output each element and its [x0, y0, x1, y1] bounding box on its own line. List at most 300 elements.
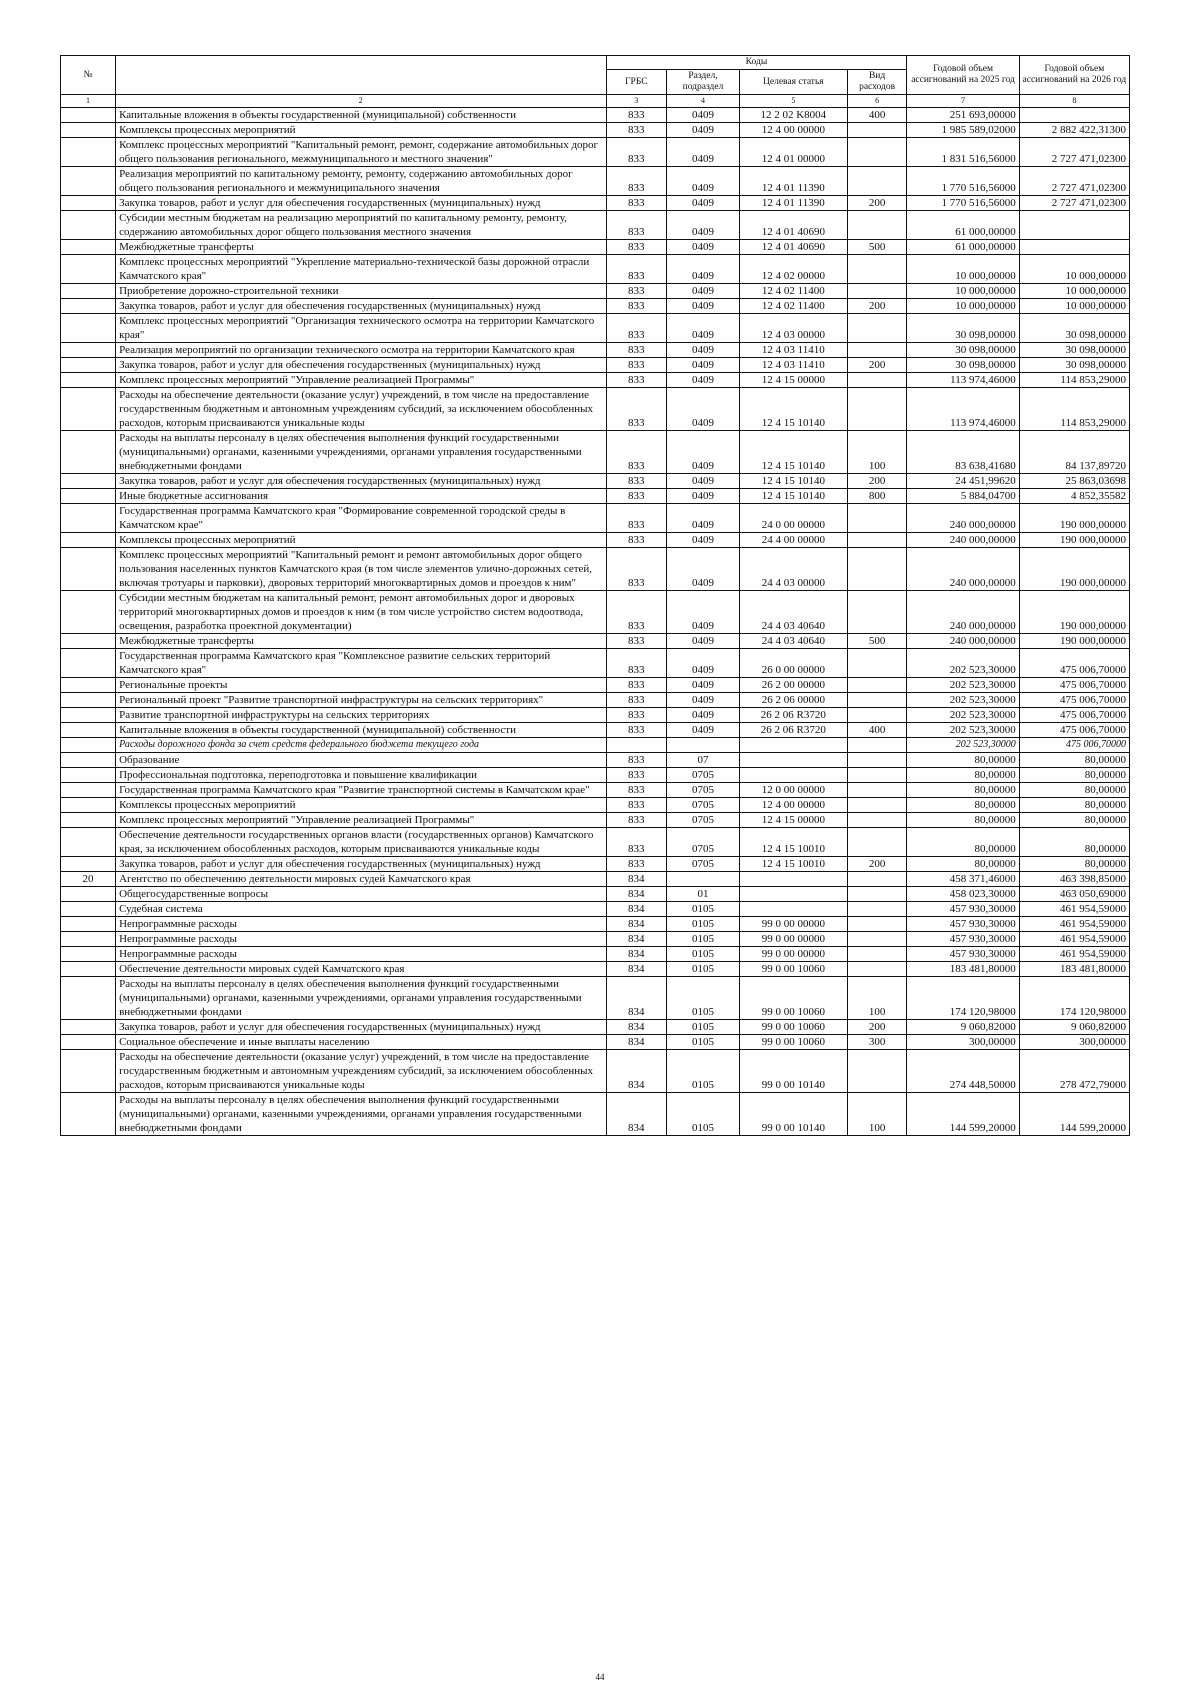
row-amount-2025: 251 693,00000 [907, 108, 1019, 123]
row-description: Капитальные вложения в объекты государственной (муниципальной) собственности [116, 723, 606, 738]
row-target-article: 99 0 00 10140 [739, 1050, 847, 1093]
row-description: Закупка товаров, работ и услуг для обеспечения государственных (муниципальных) нужд [116, 1020, 606, 1035]
row-description: Расходы дорожного фонда за счет средств федерального бюджета текущего года [116, 738, 606, 753]
row-grbs: 833 [606, 358, 667, 373]
row-number [61, 887, 116, 902]
row-description: Судебная система [116, 902, 606, 917]
row-number [61, 548, 116, 591]
row-grbs: 834 [606, 1035, 667, 1050]
row-target-article: 12 4 15 10010 [739, 828, 847, 857]
row-grbs: 834 [606, 977, 667, 1020]
row-number [61, 211, 116, 240]
row-razdel: 0105 [667, 1020, 740, 1035]
row-amount-2026: 174 120,98000 [1019, 977, 1129, 1020]
row-razdel: 0409 [667, 388, 740, 431]
row-target-article: 12 4 00 00000 [739, 123, 847, 138]
table-row [61, 314, 1130, 343]
row-target-article: 24 4 00 00000 [739, 533, 847, 548]
row-expense-type [847, 314, 907, 343]
row-amount-2025: 174 120,98000 [907, 977, 1019, 1020]
row-expense-type [847, 872, 907, 887]
row-description: Расходы на выплаты персоналу в целях обеспечения выполнения функций государственными (муниципальными) органами, казенными учреждениями, органами управления государственными внебюджетными фондами [116, 1093, 606, 1136]
row-razdel: 0409 [667, 314, 740, 343]
row-amount-2026: 84 137,89720 [1019, 431, 1129, 474]
row-grbs: 833 [606, 123, 667, 138]
row-amount-2025: 80,00000 [907, 753, 1019, 768]
row-description: Закупка товаров, работ и услуг для обеспечения государственных (муниципальных) нужд [116, 474, 606, 489]
row-amount-2025: 30 098,00000 [907, 314, 1019, 343]
row-razdel: 0409 [667, 504, 740, 533]
row-description: Капитальные вложения в объекты государственной (муниципальной) собственности [116, 108, 606, 123]
row-amount-2026: 114 853,29000 [1019, 388, 1129, 431]
row-grbs: 833 [606, 857, 667, 872]
row-target-article: 26 0 00 00000 [739, 649, 847, 678]
row-number [61, 255, 116, 284]
row-amount-2026: 10 000,00000 [1019, 299, 1129, 314]
row-number [61, 167, 116, 196]
budget-table [60, 55, 1130, 1136]
row-description: Комплексы процессных мероприятий [116, 533, 606, 548]
row-expense-type [847, 962, 907, 977]
row-number [61, 240, 116, 255]
row-razdel: 0409 [667, 723, 740, 738]
row-number [61, 857, 116, 872]
row-amount-2025: 10 000,00000 [907, 255, 1019, 284]
row-target-article [739, 768, 847, 783]
row-grbs: 833 [606, 768, 667, 783]
row-grbs: 833 [606, 108, 667, 123]
row-amount-2026: 461 954,59000 [1019, 947, 1129, 962]
table-row [61, 723, 1130, 738]
row-number [61, 723, 116, 738]
table-row [61, 798, 1130, 813]
table-row [61, 358, 1130, 373]
row-target-article: 12 4 01 11390 [739, 167, 847, 196]
row-amount-2025: 458 371,46000 [907, 872, 1019, 887]
row-expense-type [847, 373, 907, 388]
row-amount-2025: 202 523,30000 [907, 708, 1019, 723]
row-amount-2025: 80,00000 [907, 768, 1019, 783]
row-expense-type [847, 123, 907, 138]
table-row [61, 1093, 1130, 1136]
row-target-article: 12 0 00 00000 [739, 783, 847, 798]
table-row [61, 887, 1130, 902]
table-row [61, 932, 1130, 947]
table-row [61, 108, 1130, 123]
row-razdel: 0409 [667, 167, 740, 196]
row-description: Расходы на обеспечение деятельности (оказание услуг) учреждений, в том числе на предоставление государственным бюджетным и автономным учреждениям субсидий, за исключением обособленных расходов, которым присваиваются уникальные коды [116, 1050, 606, 1093]
row-razdel: 0105 [667, 1035, 740, 1050]
row-amount-2025: 202 523,30000 [907, 738, 1019, 753]
row-grbs: 833 [606, 533, 667, 548]
row-amount-2026: 25 863,03698 [1019, 474, 1129, 489]
row-expense-type [847, 649, 907, 678]
row-number [61, 798, 116, 813]
col-index: 4 [667, 95, 740, 108]
row-number [61, 828, 116, 857]
row-target-article: 12 4 15 10010 [739, 857, 847, 872]
table-row [61, 548, 1130, 591]
row-razdel: 0409 [667, 634, 740, 649]
row-amount-2026: 300,00000 [1019, 1035, 1129, 1050]
table-row [61, 489, 1130, 504]
row-number [61, 108, 116, 123]
row-number [61, 738, 116, 753]
row-amount-2026: 114 853,29000 [1019, 373, 1129, 388]
row-razdel: 0409 [667, 649, 740, 678]
row-amount-2026: 2 727 471,02300 [1019, 167, 1129, 196]
row-amount-2026: 10 000,00000 [1019, 284, 1129, 299]
row-amount-2025: 61 000,00000 [907, 240, 1019, 255]
row-amount-2026: 190 000,00000 [1019, 591, 1129, 634]
row-amount-2026: 2 727 471,02300 [1019, 196, 1129, 211]
row-number [61, 373, 116, 388]
row-number [61, 358, 116, 373]
row-amount-2026: 463 050,69000 [1019, 887, 1129, 902]
row-grbs: 833 [606, 196, 667, 211]
row-expense-type [847, 828, 907, 857]
row-target-article: 12 4 01 40690 [739, 211, 847, 240]
row-amount-2026: 80,00000 [1019, 753, 1129, 768]
row-number [61, 708, 116, 723]
row-description: Закупка товаров, работ и услуг для обеспечения государственных (муниципальных) нужд [116, 196, 606, 211]
row-expense-type [847, 678, 907, 693]
row-number [61, 474, 116, 489]
row-description: Профессиональная подготовка, переподготовка и повышение квалификации [116, 768, 606, 783]
row-amount-2025: 80,00000 [907, 813, 1019, 828]
row-expense-type [847, 255, 907, 284]
row-grbs: 833 [606, 314, 667, 343]
row-target-article: 99 0 00 10060 [739, 1035, 847, 1050]
row-amount-2025: 83 638,41680 [907, 431, 1019, 474]
row-grbs: 833 [606, 723, 667, 738]
row-expense-type [847, 768, 907, 783]
row-grbs: 833 [606, 634, 667, 649]
row-description: Субсидии местным бюджетам на капитальный ремонт, ремонт автомобильных дорог и дворовых территорий многоквартирных домов и проездов к ним (в том числе устройство систем водоотвода, освещения, разработка проектной документации) [116, 591, 606, 634]
table-row [61, 284, 1130, 299]
table-row [61, 738, 1130, 753]
row-amount-2025: 113 974,46000 [907, 373, 1019, 388]
row-amount-2025: 80,00000 [907, 828, 1019, 857]
row-target-article: 12 4 02 00000 [739, 255, 847, 284]
table-row [61, 693, 1130, 708]
row-target-article: 12 2 02 K8004 [739, 108, 847, 123]
row-target-article: 24 4 03 00000 [739, 548, 847, 591]
row-description: Социальное обеспечение и иные выплаты населению [116, 1035, 606, 1050]
row-grbs: 833 [606, 388, 667, 431]
row-razdel: 01 [667, 887, 740, 902]
row-target-article: 12 4 15 10140 [739, 489, 847, 504]
col-index: 6 [847, 95, 907, 108]
table-row [61, 240, 1130, 255]
row-number [61, 284, 116, 299]
row-amount-2026: 80,00000 [1019, 768, 1129, 783]
row-description: Комплекс процессных мероприятий "Управление реализацией Программы" [116, 813, 606, 828]
col-index: 1 [61, 95, 116, 108]
row-number [61, 1020, 116, 1035]
row-expense-type: 400 [847, 108, 907, 123]
row-expense-type: 200 [847, 196, 907, 211]
row-amount-2025: 80,00000 [907, 857, 1019, 872]
row-target-article: 12 4 02 11400 [739, 284, 847, 299]
row-amount-2026: 80,00000 [1019, 813, 1129, 828]
row-expense-type [847, 693, 907, 708]
row-expense-type [847, 1050, 907, 1093]
row-grbs: 834 [606, 1020, 667, 1035]
row-grbs: 834 [606, 1050, 667, 1093]
row-grbs: 833 [606, 343, 667, 358]
row-razdel: 0409 [667, 343, 740, 358]
table-row [61, 828, 1130, 857]
row-grbs: 833 [606, 299, 667, 314]
row-number [61, 634, 116, 649]
row-number [61, 196, 116, 211]
row-number [61, 388, 116, 431]
row-amount-2026: 463 398,85000 [1019, 872, 1129, 887]
row-amount-2025: 202 523,30000 [907, 678, 1019, 693]
row-target-article [739, 887, 847, 902]
row-target-article [739, 902, 847, 917]
row-grbs: 834 [606, 962, 667, 977]
row-target-article: 26 2 06 00000 [739, 693, 847, 708]
row-description: Комплекс процессных мероприятий "Капитальный ремонт, ремонт, содержание автомобильных дорог общего пользования регионального, межмуниципального и местного значения" [116, 138, 606, 167]
row-number [61, 123, 116, 138]
row-razdel: 07 [667, 753, 740, 768]
row-target-article: 12 4 03 11410 [739, 343, 847, 358]
row-grbs: 834 [606, 872, 667, 887]
row-amount-2025: 240 000,00000 [907, 591, 1019, 634]
row-expense-type [847, 887, 907, 902]
row-expense-type: 200 [847, 1020, 907, 1035]
row-description: Субсидии местным бюджетам на реализацию мероприятий по капитальному ремонту, ремонту, содержанию автомобильных дорог общего пользования местного значения [116, 211, 606, 240]
row-amount-2026: 80,00000 [1019, 857, 1129, 872]
row-expense-type [847, 738, 907, 753]
row-amount-2026: 461 954,59000 [1019, 902, 1129, 917]
row-description: Комплекс процессных мероприятий "Управление реализацией Программы" [116, 373, 606, 388]
row-grbs [606, 738, 667, 753]
row-expense-type: 200 [847, 474, 907, 489]
row-description: Развитие транспортной инфраструктуры на сельских территориях [116, 708, 606, 723]
row-razdel: 0105 [667, 917, 740, 932]
row-description: Государственная программа Камчатского края "Развитие транспортной системы в Камчатском крае" [116, 783, 606, 798]
row-number [61, 783, 116, 798]
row-expense-type [847, 591, 907, 634]
table-row [61, 962, 1130, 977]
row-razdel: 0105 [667, 932, 740, 947]
table-row [61, 388, 1130, 431]
row-razdel: 0705 [667, 768, 740, 783]
row-grbs: 833 [606, 138, 667, 167]
row-razdel: 0105 [667, 962, 740, 977]
row-target-article: 12 4 01 40690 [739, 240, 847, 255]
row-amount-2026: 475 006,70000 [1019, 723, 1129, 738]
row-description: Непрограммные расходы [116, 917, 606, 932]
row-amount-2025: 202 523,30000 [907, 723, 1019, 738]
row-expense-type [847, 813, 907, 828]
row-description: Закупка товаров, работ и услуг для обеспечения государственных (муниципальных) нужд [116, 857, 606, 872]
row-grbs: 833 [606, 798, 667, 813]
row-number [61, 504, 116, 533]
row-description: Приобретение дорожно-строительной техники [116, 284, 606, 299]
row-amount-2025: 457 930,30000 [907, 902, 1019, 917]
row-amount-2026: 461 954,59000 [1019, 917, 1129, 932]
row-amount-2026: 10 000,00000 [1019, 255, 1129, 284]
table-row [61, 902, 1130, 917]
row-amount-2025: 240 000,00000 [907, 504, 1019, 533]
row-amount-2025: 457 930,30000 [907, 947, 1019, 962]
row-target-article: 99 0 00 10060 [739, 1020, 847, 1035]
row-razdel: 0409 [667, 591, 740, 634]
row-grbs: 833 [606, 504, 667, 533]
row-target-article: 99 0 00 00000 [739, 932, 847, 947]
row-target-article: 99 0 00 00000 [739, 947, 847, 962]
row-grbs: 833 [606, 548, 667, 591]
row-razdel: 0409 [667, 284, 740, 299]
row-number [61, 753, 116, 768]
row-number [61, 902, 116, 917]
row-expense-type [847, 932, 907, 947]
row-razdel: 0409 [667, 123, 740, 138]
row-target-article: 24 4 03 40640 [739, 591, 847, 634]
row-expense-type [847, 902, 907, 917]
row-razdel: 0409 [667, 240, 740, 255]
row-amount-2025: 1 770 516,56000 [907, 196, 1019, 211]
row-number [61, 591, 116, 634]
row-target-article: 12 4 01 00000 [739, 138, 847, 167]
row-amount-2025: 202 523,30000 [907, 649, 1019, 678]
row-grbs: 834 [606, 932, 667, 947]
row-razdel: 0409 [667, 678, 740, 693]
row-grbs: 833 [606, 693, 667, 708]
row-target-article: 12 4 03 11410 [739, 358, 847, 373]
row-number [61, 431, 116, 474]
row-expense-type: 100 [847, 977, 907, 1020]
table-row [61, 813, 1130, 828]
row-expense-type [847, 167, 907, 196]
row-description: Иные бюджетные ассигнования [116, 489, 606, 504]
row-razdel: 0705 [667, 798, 740, 813]
row-expense-type: 400 [847, 723, 907, 738]
table-row [61, 533, 1130, 548]
col-index: 3 [606, 95, 667, 108]
row-razdel [667, 738, 740, 753]
row-razdel: 0705 [667, 828, 740, 857]
row-grbs: 833 [606, 753, 667, 768]
col-index: 5 [739, 95, 847, 108]
row-target-article [739, 872, 847, 887]
row-razdel: 0409 [667, 138, 740, 167]
row-description: Расходы на выплаты персоналу в целях обеспечения выполнения функций государственными (муниципальными) органами, казенными учреждениями, органами управления государственными внебюджетными фондами [116, 977, 606, 1020]
row-amount-2026: 475 006,70000 [1019, 649, 1129, 678]
row-razdel: 0705 [667, 783, 740, 798]
row-grbs: 833 [606, 783, 667, 798]
table-row [61, 343, 1130, 358]
table-row [61, 1050, 1130, 1093]
row-grbs: 834 [606, 902, 667, 917]
row-target-article: 99 0 00 00000 [739, 917, 847, 932]
row-expense-type [847, 708, 907, 723]
row-grbs: 833 [606, 240, 667, 255]
row-razdel: 0409 [667, 533, 740, 548]
table-row [61, 768, 1130, 783]
row-expense-type [847, 753, 907, 768]
row-description: Комплекс процессных мероприятий "Организация технического осмотра на территории Камчатского края" [116, 314, 606, 343]
row-amount-2025: 80,00000 [907, 798, 1019, 813]
row-razdel: 0705 [667, 813, 740, 828]
row-description: Непрограммные расходы [116, 932, 606, 947]
row-expense-type [847, 533, 907, 548]
row-amount-2026: 475 006,70000 [1019, 678, 1129, 693]
row-expense-type [847, 783, 907, 798]
row-amount-2026: 80,00000 [1019, 828, 1129, 857]
table-row [61, 211, 1130, 240]
header-description [116, 56, 606, 95]
row-grbs: 834 [606, 917, 667, 932]
row-amount-2025: 1 831 516,56000 [907, 138, 1019, 167]
row-amount-2025: 1 770 516,56000 [907, 167, 1019, 196]
row-expense-type [847, 947, 907, 962]
row-expense-type: 500 [847, 240, 907, 255]
row-amount-2025: 457 930,30000 [907, 932, 1019, 947]
row-grbs: 834 [606, 887, 667, 902]
row-amount-2025: 10 000,00000 [907, 284, 1019, 299]
row-expense-type [847, 284, 907, 299]
row-target-article [739, 738, 847, 753]
row-number [61, 693, 116, 708]
row-amount-2025: 24 451,99620 [907, 474, 1019, 489]
row-grbs: 833 [606, 167, 667, 196]
row-target-article: 12 4 00 00000 [739, 798, 847, 813]
row-number [61, 1093, 116, 1136]
table-row [61, 431, 1130, 474]
row-amount-2026: 190 000,00000 [1019, 634, 1129, 649]
table-row [61, 474, 1130, 489]
row-grbs: 833 [606, 431, 667, 474]
row-amount-2026: 30 098,00000 [1019, 343, 1129, 358]
table-row [61, 138, 1130, 167]
row-number [61, 768, 116, 783]
row-amount-2026: 475 006,70000 [1019, 708, 1129, 723]
header-razdel: Раздел, подраздел [667, 70, 740, 95]
table-row [61, 196, 1130, 211]
row-target-article: 12 4 15 10140 [739, 474, 847, 489]
row-razdel: 0705 [667, 857, 740, 872]
row-razdel: 0409 [667, 108, 740, 123]
row-description: Межбюджетные трансферты [116, 634, 606, 649]
row-target-article: 12 4 15 10140 [739, 388, 847, 431]
row-amount-2025: 240 000,00000 [907, 533, 1019, 548]
header-codes: Коды [606, 56, 907, 70]
row-amount-2026: 30 098,00000 [1019, 358, 1129, 373]
row-expense-type [847, 798, 907, 813]
row-amount-2025: 9 060,82000 [907, 1020, 1019, 1035]
row-grbs: 833 [606, 828, 667, 857]
row-number [61, 299, 116, 314]
row-amount-2025: 5 884,04700 [907, 489, 1019, 504]
row-description: Обеспечение деятельности государственных органов власти (государственных органов) Камчатского края, за исключением обособленных расходов, которым присваиваются уникальные коды [116, 828, 606, 857]
header-target-article: Целевая статья [739, 70, 847, 95]
row-amount-2025: 457 930,30000 [907, 917, 1019, 932]
table-row [61, 591, 1130, 634]
row-number [61, 1035, 116, 1050]
table-row [61, 634, 1130, 649]
header-number: № [61, 56, 116, 95]
row-amount-2026 [1019, 211, 1129, 240]
header-expense-type: Вид расходов [847, 70, 907, 95]
row-amount-2025: 113 974,46000 [907, 388, 1019, 431]
row-amount-2025: 240 000,00000 [907, 548, 1019, 591]
row-expense-type [847, 343, 907, 358]
